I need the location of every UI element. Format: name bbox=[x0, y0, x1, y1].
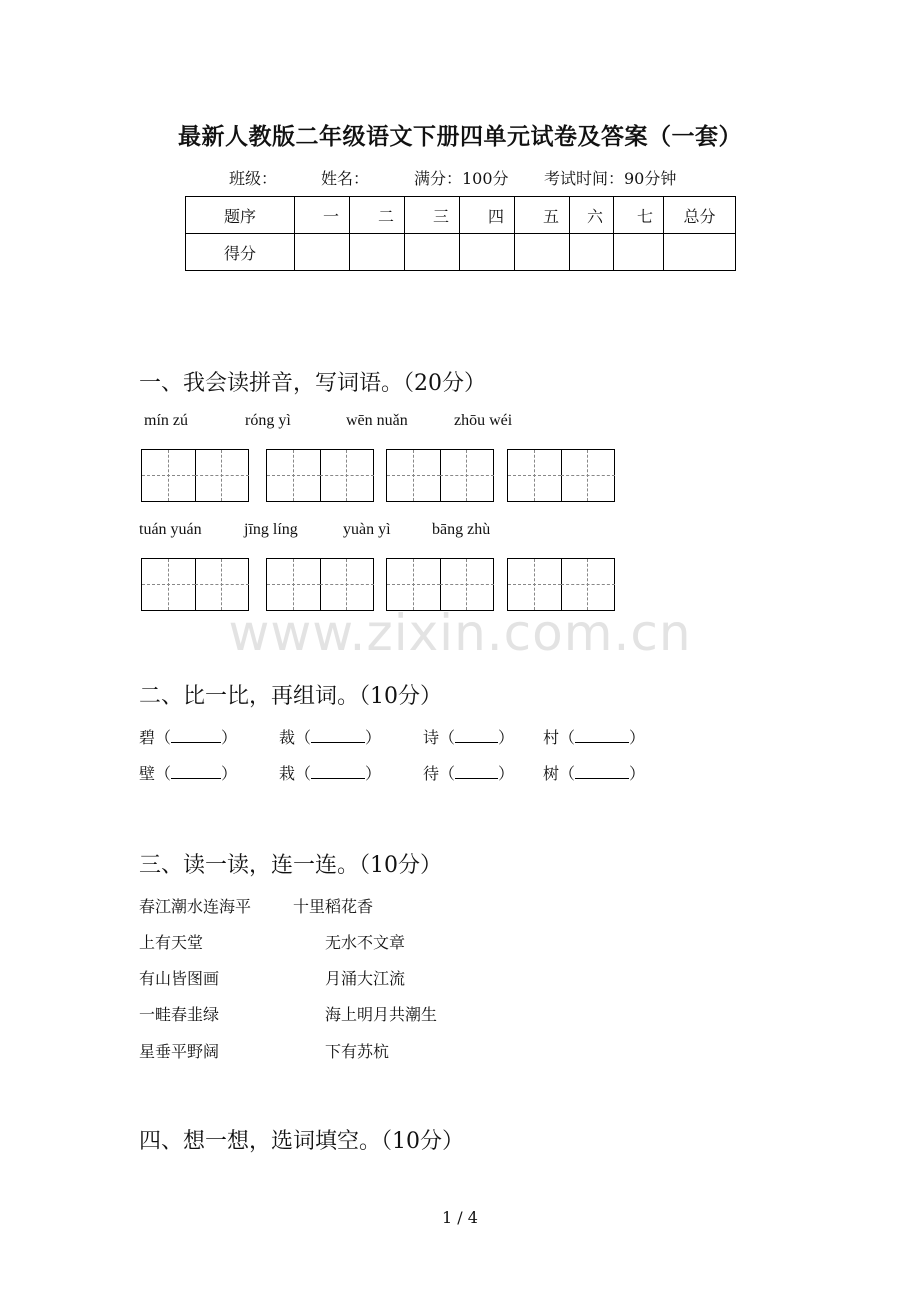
open-paren: （ bbox=[559, 764, 576, 783]
compare-item bbox=[423, 725, 514, 748]
score-table-score-row bbox=[186, 234, 736, 271]
column-1-header: 一 bbox=[295, 197, 350, 234]
pinyin-4: zhōu wéi bbox=[454, 412, 513, 429]
compare-item bbox=[279, 761, 381, 784]
column-2-header: 二 bbox=[350, 197, 405, 234]
poem-right-5[interactable]: 下有苏杭 bbox=[325, 1042, 390, 1061]
open-paren: （ bbox=[439, 728, 456, 747]
total-score-header: 总分 bbox=[664, 197, 736, 234]
poem-right-3[interactable]: 月涌大江流 bbox=[325, 969, 406, 988]
compare-item bbox=[543, 761, 645, 784]
poem-right-4[interactable]: 海上明月共潮生 bbox=[325, 1005, 438, 1024]
question-order-label: 题序 bbox=[186, 197, 295, 234]
poem-left-2[interactable]: 上有天堂 bbox=[139, 933, 204, 952]
section-4-heading: 四、想一想，选词填空。（10分） bbox=[139, 1129, 464, 1154]
compare-item bbox=[423, 761, 514, 784]
name-label: 姓名： bbox=[321, 169, 370, 188]
poem-right-1[interactable]: 十里稻花香 bbox=[293, 897, 374, 916]
score-cell bbox=[460, 234, 515, 271]
exam-time: 考试时间：90分钟 bbox=[544, 169, 677, 188]
writing-grid[interactable] bbox=[507, 449, 615, 502]
char: 诗 bbox=[423, 728, 440, 747]
pinyin-5: tuán yuán bbox=[139, 521, 202, 538]
pinyin-7: yuàn yì bbox=[343, 521, 391, 538]
score-cell bbox=[405, 234, 460, 271]
answer-blank[interactable] bbox=[311, 728, 365, 743]
poem-left-4[interactable]: 一畦春韭绿 bbox=[139, 1005, 220, 1024]
answer-blank[interactable] bbox=[575, 728, 629, 743]
class-label: 班级： bbox=[229, 169, 278, 188]
compare-item bbox=[543, 725, 645, 748]
column-3-header: 三 bbox=[405, 197, 460, 234]
pinyin-3: wēn nuǎn bbox=[346, 412, 408, 429]
close-paren: ） bbox=[498, 728, 515, 747]
score-table bbox=[185, 196, 736, 271]
answer-blank[interactable] bbox=[455, 764, 498, 779]
page-number: 1 / 4 bbox=[442, 1208, 478, 1227]
poem-left-3[interactable]: 有山皆图画 bbox=[139, 969, 220, 988]
close-paren: ） bbox=[221, 764, 238, 783]
close-paren: ） bbox=[365, 728, 382, 747]
answer-blank[interactable] bbox=[575, 764, 629, 779]
open-paren: （ bbox=[295, 764, 312, 783]
score-cell bbox=[570, 234, 614, 271]
compare-item bbox=[139, 761, 237, 784]
section-3-heading: 三、读一读，连一连。（10分） bbox=[139, 853, 442, 878]
close-paren: ） bbox=[629, 728, 646, 747]
compare-item bbox=[139, 725, 237, 748]
column-5-header: 五 bbox=[515, 197, 570, 234]
full-score: 满分：100分 bbox=[414, 169, 509, 188]
open-paren: （ bbox=[559, 728, 576, 747]
close-paren: ） bbox=[498, 764, 515, 783]
close-paren: ） bbox=[221, 728, 238, 747]
poem-left-1[interactable]: 春江潮水连海平 bbox=[139, 897, 252, 916]
char: 村 bbox=[543, 728, 560, 747]
column-6-header: 六 bbox=[570, 197, 614, 234]
open-paren: （ bbox=[295, 728, 312, 747]
answer-blank[interactable] bbox=[311, 764, 365, 779]
score-cell bbox=[515, 234, 570, 271]
poem-left-5[interactable]: 星垂平野阔 bbox=[139, 1042, 220, 1061]
column-4-header: 四 bbox=[460, 197, 515, 234]
score-table-header-row bbox=[186, 197, 736, 234]
page-title: 最新人教版二年级语文下册四单元试卷及答案（一套） bbox=[178, 123, 742, 150]
open-paren: （ bbox=[439, 764, 456, 783]
char: 裁 bbox=[279, 728, 296, 747]
score-cell bbox=[295, 234, 350, 271]
score-cell bbox=[614, 234, 664, 271]
writing-grid[interactable] bbox=[141, 449, 249, 502]
writing-grid[interactable] bbox=[386, 449, 494, 502]
section-2-heading: 二、比一比，再组词。（10分） bbox=[139, 684, 442, 709]
char: 树 bbox=[543, 764, 560, 783]
answer-blank[interactable] bbox=[171, 728, 221, 743]
score-cell bbox=[664, 234, 736, 271]
section-1-heading: 一、我会读拼音，写词语。（20分） bbox=[139, 371, 486, 396]
char: 壁 bbox=[139, 764, 156, 783]
pinyin-2: róng yì bbox=[245, 412, 291, 429]
open-paren: （ bbox=[155, 728, 172, 747]
watermark: www.zixin.com.cn bbox=[228, 604, 692, 662]
pinyin-6: jīng líng bbox=[244, 521, 298, 538]
answer-blank[interactable] bbox=[171, 764, 221, 779]
close-paren: ） bbox=[365, 764, 382, 783]
char: 待 bbox=[423, 764, 440, 783]
close-paren: ） bbox=[629, 764, 646, 783]
char: 碧 bbox=[139, 728, 156, 747]
answer-blank[interactable] bbox=[455, 728, 498, 743]
score-label: 得分 bbox=[186, 234, 295, 271]
pinyin-1: mín zú bbox=[144, 412, 188, 429]
score-cell bbox=[350, 234, 405, 271]
poem-right-2[interactable]: 无水不文章 bbox=[325, 933, 406, 952]
pinyin-8: bāng zhù bbox=[432, 521, 491, 538]
writing-grid[interactable] bbox=[266, 449, 374, 502]
column-7-header: 七 bbox=[614, 197, 664, 234]
compare-item bbox=[279, 725, 381, 748]
char: 栽 bbox=[279, 764, 296, 783]
open-paren: （ bbox=[155, 764, 172, 783]
